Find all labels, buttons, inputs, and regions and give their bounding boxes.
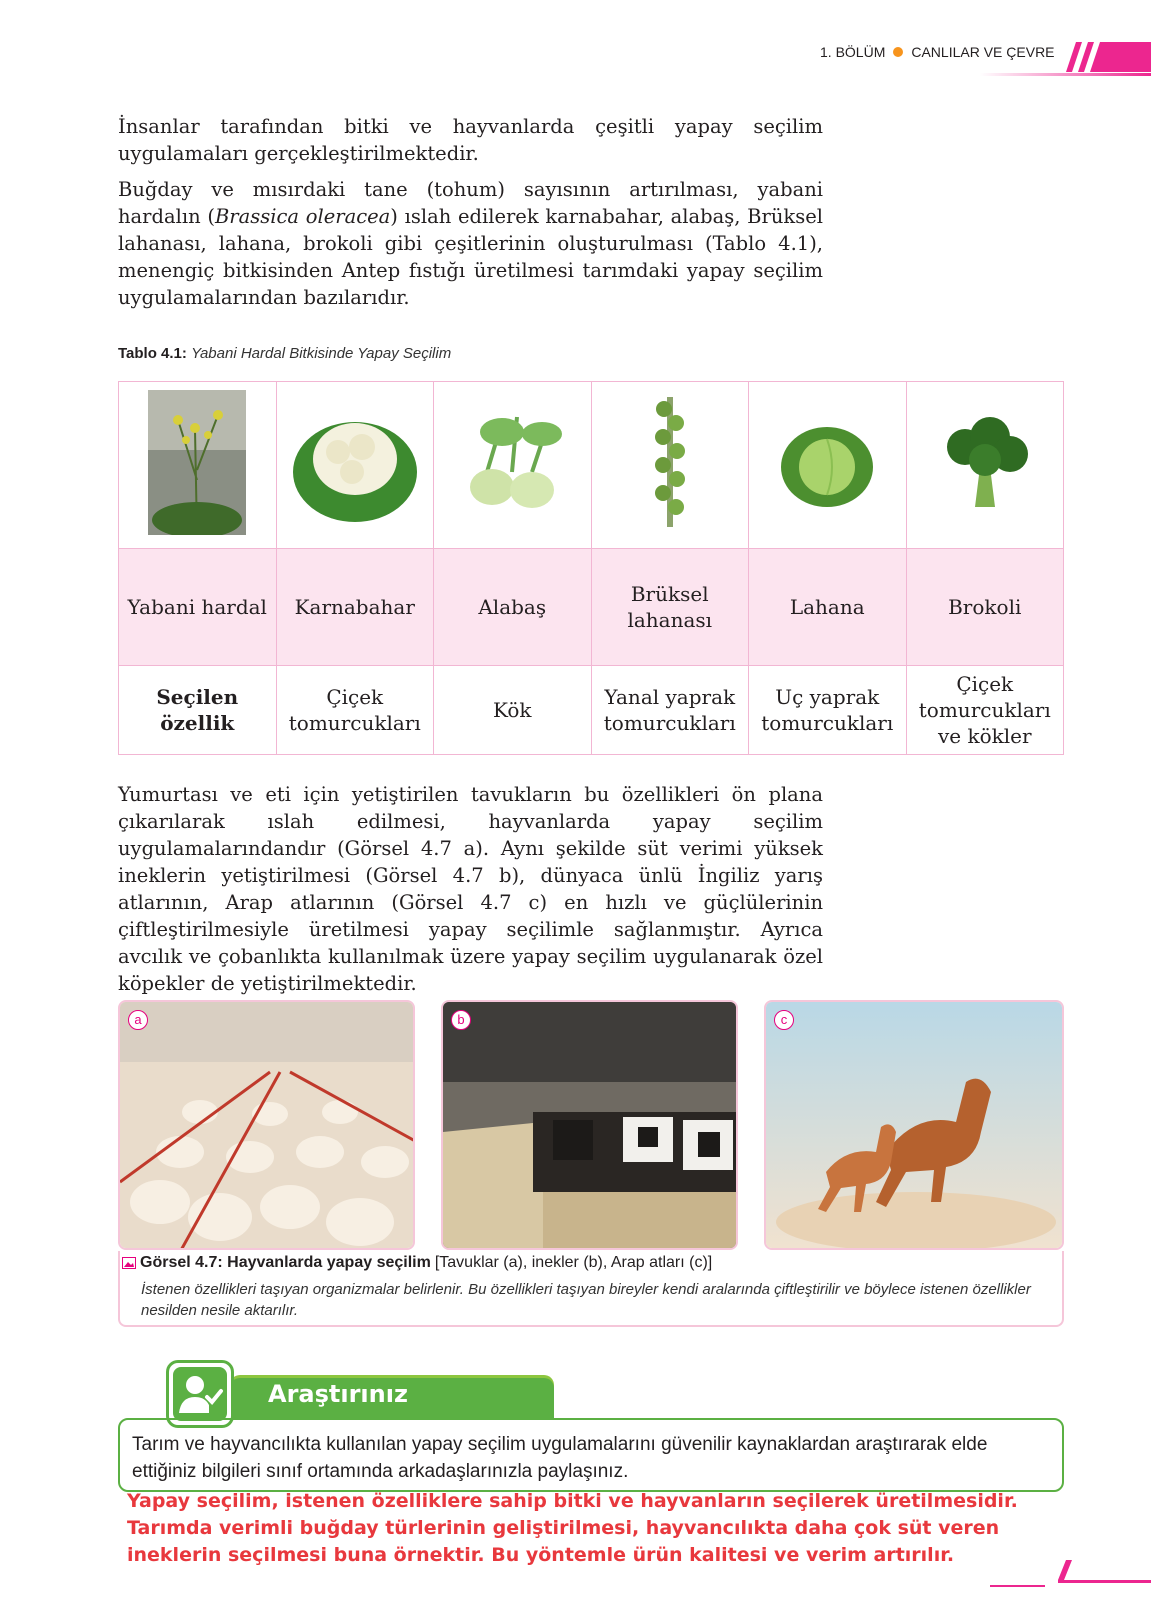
table-caption [118,345,451,362]
image-icon [122,1257,136,1269]
table-name-row [119,549,1064,666]
chapter-label: 1. BÖLÜM [820,44,886,60]
table-cell: Brokoli [906,549,1064,666]
table-image-row [119,382,1064,549]
table-row-header: Seçilen özellik [119,666,277,755]
table-cell: Yabani hardal [119,549,277,666]
latin-name: Brassica oleracea [214,205,391,228]
chickens-image [120,1002,415,1250]
kohlrabi-image [447,412,577,512]
photo-label-c: c [774,1010,794,1030]
footer-slash-decoration [1058,1560,1072,1580]
horses-photo [764,1000,1064,1250]
wild-mustard-image-cell [119,382,277,549]
research-title: Araştırınız [268,1380,408,1408]
header-dot [893,47,903,57]
cabbage-image-cell [749,382,907,549]
table-cell: Çiçek tomurcukları [276,666,434,755]
broccoli-image [935,412,1035,512]
research-answer: Yapay seçilim, istenen özelliklere sahip bitki ve hayvanların seçilerek üretilmesidir. Tarımda verimli buğday türlerinin geliştirilmesi, hayvancılıkta daha çok süt veren ineklerin seçilmesi buna örnektir. Bu yöntemle ürün kalitesi ve verim artırılır. [127,1490,1018,1566]
table-cell: Kök [434,666,592,755]
intro-paragraph-2-part-b: ) ıslah edilerek karnabahar, alabaş, Brüksel lahanası, lahana, brokoli gibi çeşitlerinin oluşturulması (Tablo 4.1), menengiç bitkisinden Antep fıstığı üretilmesi tarımdaki yapay seçilim uygulamalarından bazılarıdır. [118,205,823,309]
table-cell: Yanal yaprak tomurcukları [591,666,749,755]
header-underline [980,73,1151,76]
chapter-title: CANLILAR VE ÇEVRE [911,44,1055,60]
horses-image [766,1002,1064,1250]
table-cell: Çiçek tomurcukları ve kökler [906,666,1064,755]
table-cell: Brüksel lahanası [591,549,749,666]
figure-title-rest: [Tavuklar (a), inekler (b), Arap atları (c)] [434,1254,713,1271]
intro-paragraph-1: İnsanlar tarafından bitki ve hayvanlarda çeşitli yapay seçilim uygulamaları gerçekleştirilmektedir. [118,115,823,165]
footer-line [990,1585,1045,1587]
figure-description: İstenen özellikleri taşıyan organizmalar belirlenir. Bu özellikleri taşıyan bireyler kendi aralarında çiftleştirilir ve böylece istenen özellikler nesilden nesile aktarılır. [141,1281,1031,1319]
running-header [820,44,1055,60]
wild-mustard-image [148,390,246,535]
cows-photo [441,1000,738,1250]
table-cell: Alabaş [434,549,592,666]
table-caption-label: Tablo 4.1: [118,345,187,362]
chickens-photo [118,1000,415,1250]
cauliflower-image-cell [276,382,434,549]
figure-title [122,1254,712,1272]
table-cell: Karnabahar [276,549,434,666]
table-caption-text: Yabani Hardal Bitkisinde Yapay Seçilim [191,345,452,362]
wild-mustard-table [118,381,1064,755]
photo-label-a: a [128,1010,148,1030]
table-cell: Lahana [749,549,907,666]
intro-paragraph-2 [118,176,823,311]
figure-title-bold: Görsel 4.7: Hayvanlarda yapay seçilim [140,1254,431,1271]
broccoli-image-cell [906,382,1064,549]
cabbage-image [777,412,877,512]
header-stripes-decoration [1062,38,1151,72]
table-feature-row [119,666,1064,755]
brussels-sprouts-image-cell [591,382,749,549]
research-text: Tarım ve hayvancılıkta kullanılan yapay seçilim uygulamalarını güvenilir kaynaklardan araştırarak elde ettiğiniz bilgileri sınıf ortamında arkadaşlarınızla paylaşınız. [132,1434,988,1482]
cauliflower-image [290,397,420,527]
footer-bar [1058,1580,1151,1583]
cows-image [443,1002,738,1250]
table-cell: Uç yaprak tomurcukları [749,666,907,755]
photo-label-b: b [451,1010,471,1030]
kohlrabi-image-cell [434,382,592,549]
person-check-icon [173,1367,227,1421]
brussels-sprouts-image [650,397,690,527]
intro-paragraph-2-part-a: Buğday ve mısırdaki tane (tohum) sayısının artırılması, yabani hardalın ( [118,178,823,228]
animal-selection-paragraph: Yumurtası ve eti için yetiştirilen tavukların bu özellikleri ön plana çıkarılarak ıslah edilmesi, hayvanlarda yapay seçilim uygulamalarındandır (Görsel 4.7 a). Aynı şekilde süt verimi yüksek ineklerin yetiştirilmesi (Görsel 4.7 b), dünyaca ünlü İngiliz yarış atlarının, Arap atlarının (Görsel 4.7 c) en hızlı ve güçlülerinin çiftleştirilmesiyle üretilmesi yapay seçilimle sağlanmıştır. Ayrıca avcılık ve çobanlıkta kullanılmak üzere yapay seçilim uygulanarak özel köpekler de yetiştirilmektedir. [118,783,823,995]
figure-4-7-photos [118,1000,1064,1250]
